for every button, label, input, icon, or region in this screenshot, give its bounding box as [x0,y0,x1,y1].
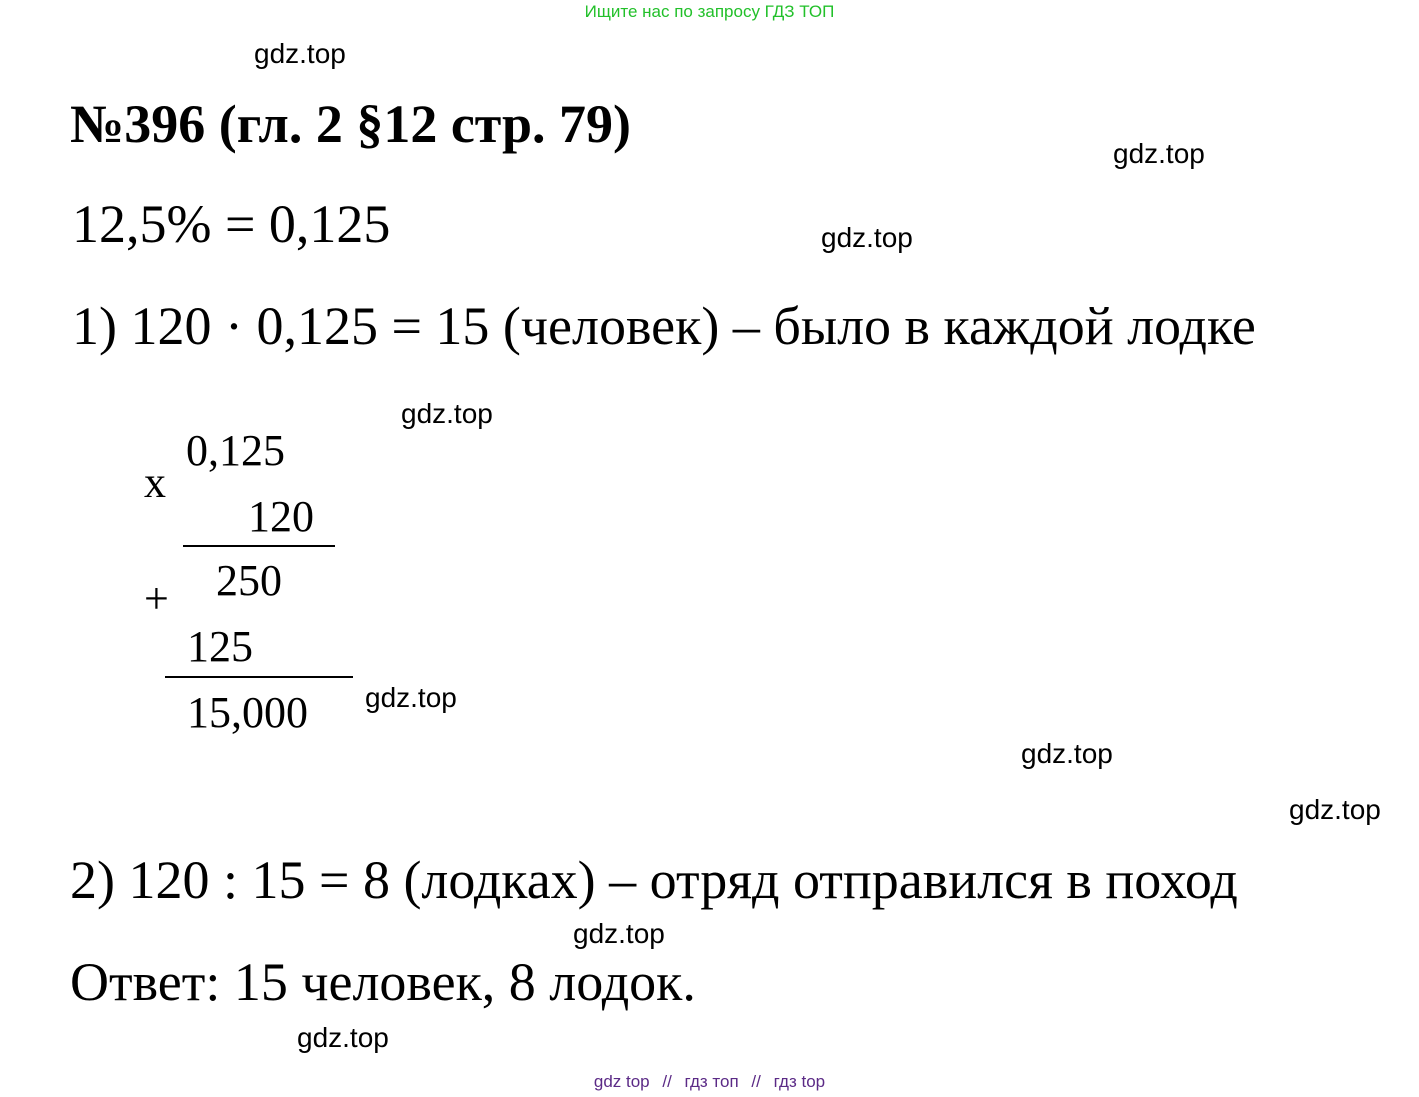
partial-product-2: 125 [187,622,253,671]
footer-link-gdz-top-mixed[interactable]: гдз top [773,1072,826,1091]
multiply-sign: x [144,458,166,507]
answer: Ответ: 15 человек, 8 лодок. [70,952,696,1012]
watermark: gdz.top [573,918,665,949]
footer-link-gdz-top-ru[interactable]: гдз топ [684,1072,739,1091]
problem-title: №396 (гл. 2 §12 стр. 79) [70,94,631,154]
watermark: gdz.top [821,222,913,253]
watermark: gdz.top [1289,794,1381,825]
solution-step-2: 2) 120 : 15 = 8 (лодках) – отряд отправился в поход [70,850,1238,910]
calc-divider-line [183,545,335,547]
watermark: gdz.top [254,38,346,69]
percent-conversion: 12,5% = 0,125 [72,194,391,254]
footer-links [0,1070,1419,1094]
footer-separator: // [662,1072,672,1091]
solution-step-1: 1) 120 · 0,125 = 15 (человек) – было в каждой лодке [72,296,1256,356]
watermark: gdz.top [365,682,457,713]
calc-result-line [165,676,353,678]
plus-sign: + [144,574,169,623]
watermark: gdz.top [401,398,493,429]
watermark: gdz.top [1021,738,1113,769]
multiplicand: 0,125 [186,426,285,475]
footer-link-gdz-top[interactable]: gdz top [593,1072,650,1091]
partial-product-1: 250 [216,556,282,605]
watermark: gdz.top [1113,138,1205,169]
watermark: gdz.top [297,1022,389,1053]
footer-separator: // [751,1072,761,1091]
multiplier: 120 [248,492,314,541]
search-hint-banner: Ищите нас по запросу ГДЗ ТОП [584,2,835,21]
calc-result: 15,000 [187,688,308,737]
